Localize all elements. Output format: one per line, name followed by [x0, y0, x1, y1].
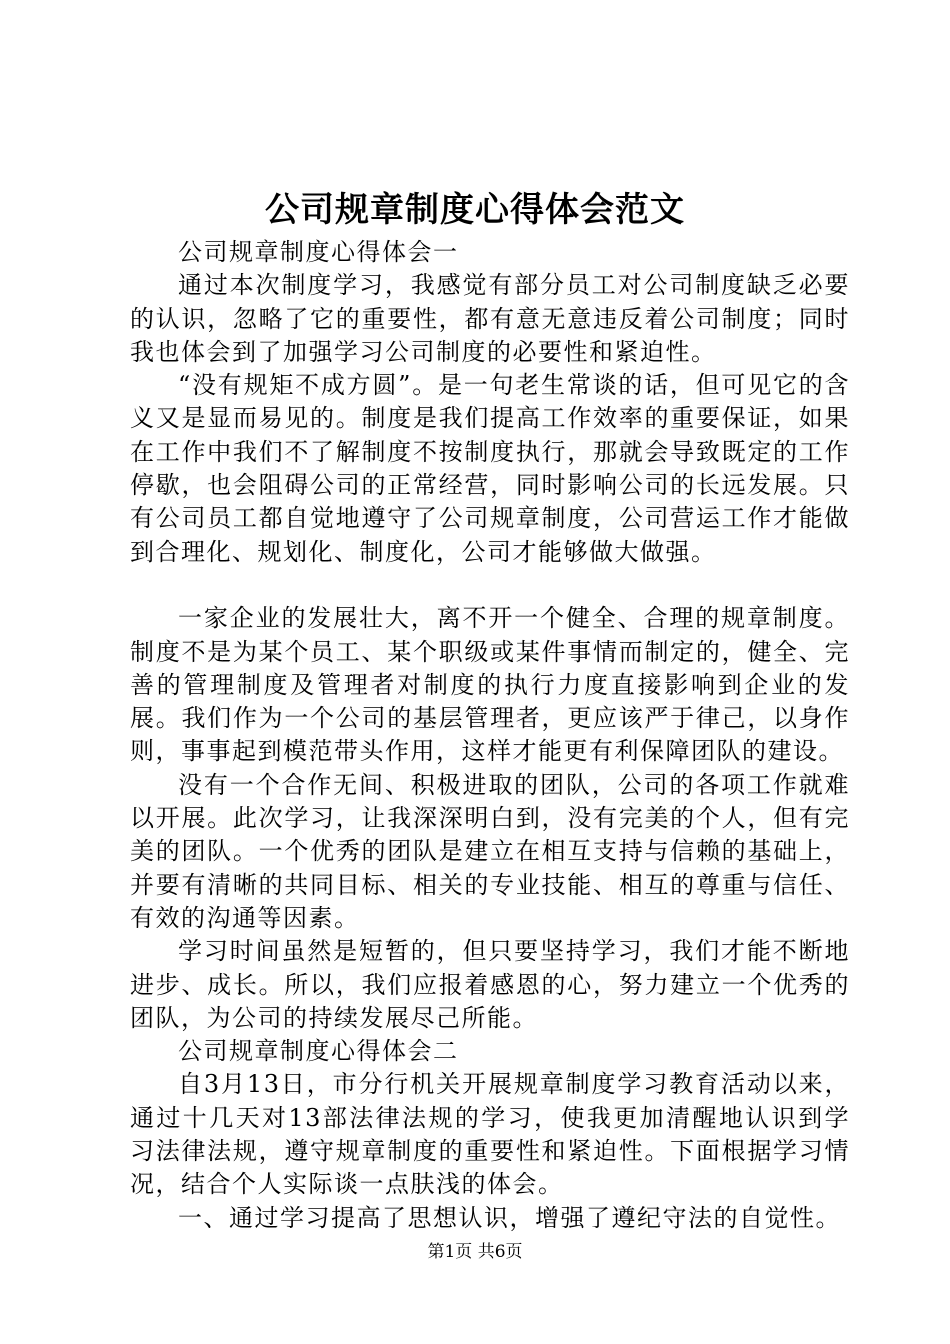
- section-heading-one: 公司规章制度心得体会一: [178, 238, 459, 266]
- paragraph-3: 一家企业的发展壮大，离不开一个健全、合理的规章制度。制度不是为某个员工、某个职级或某件事情而制定的，健全、完善的管理制度及管理者对制度的执行力度直接影响到企业的发展。我们作为一个公司的基层管理者，更应该严于律己，以身作则，事事起到模范带头作用，这样才能更有利保障团队的建设。: [130, 604, 850, 766]
- page-number-footer: 第1页 共6页: [427, 1242, 523, 1262]
- section-heading-two: 公司规章制度心得体会二: [178, 1037, 459, 1066]
- paragraph-5: 学习时间虽然是短暂的，但只要坚持学习，我们才能不断地进步、成长。所以，我们应报着感恩的心，努力建立一个优秀的团队，为公司的持续发展尽己所能。: [130, 937, 850, 1032]
- document-title: 公司规章制度心得体会范文: [265, 190, 685, 230]
- paragraph-1: 通过本次制度学习，我感觉有部分员工对公司制度缺乏必要的认识，忽略了它的重要性，都有意无意违反着公司制度；同时我也体会到了加强学习公司制度的必要性和紧迫性。: [130, 271, 850, 366]
- document-body: [130, 236, 850, 1235]
- paragraph-6: 自3月13日，市分行机关开展规章制度学习教育活动以来，通过十几天对13部法律法规的学习，使我更加清醒地认识到学习法律法规，遵守规章制度的重要性和紧迫性。下面根据学习情况，结合个人实际谈一点肤浅的体会。: [130, 1070, 850, 1199]
- paragraph-2: “没有规矩不成方圆”。是一句老生常谈的话，但可见它的含义又是显而易见的。制度是我们提高工作效率的重要保证，如果在工作中我们不了解制度不按制度执行，那就会导致既定的工作停歇，也会阻碍公司的正常经营，同时影响公司的长远发展。只有公司员工都自觉地遵守了公司规章制度，公司营运工作才能做到合理化、规划化、制度化，公司才能够做大做强。: [130, 371, 850, 566]
- paragraph-4: 没有一个合作无间、积极进取的团队，公司的各项工作就难以开展。此次学习，让我深深明白到，没有完美的个人，但有完美的团队。一个优秀的团队是建立在相互支持与信赖的基础上，并要有清晰的共同目标、相关的专业技能、相互的尊重与信任、有效的沟通等因素。: [130, 770, 850, 932]
- paragraph-7: 一、通过学习提高了思想认识，增强了遵纪守法的自觉性。: [178, 1203, 841, 1232]
